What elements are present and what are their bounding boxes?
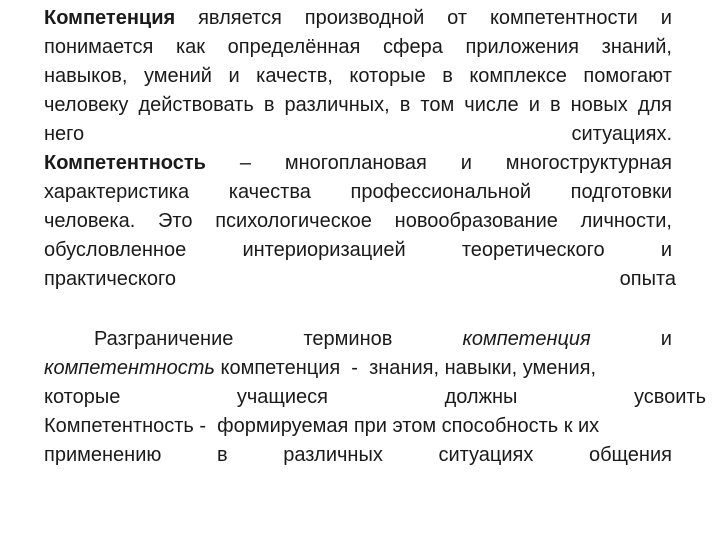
text-word: как — [175, 36, 205, 58]
text-word: и — [460, 152, 472, 174]
text-word: которые — [44, 386, 121, 408]
text-word: личности, — [580, 210, 672, 232]
text-word: компетентность — [44, 357, 221, 379]
text-word: Это — [158, 210, 193, 232]
text-word: в — [549, 94, 561, 116]
text-word: – — [239, 152, 251, 174]
text-word: человека. — [44, 210, 136, 232]
text-word: различных, — [284, 94, 390, 116]
text-word: и — [660, 328, 672, 350]
text-word: приложения — [465, 36, 579, 58]
text-word: новообразование — [394, 210, 558, 232]
text-line — [44, 208, 672, 234]
text-word: и — [528, 94, 540, 116]
text-word: применению — [44, 444, 162, 466]
text-line — [44, 442, 672, 468]
text-word: новых — [570, 94, 628, 116]
text-word: и — [660, 7, 672, 29]
text-word: качества — [228, 181, 311, 203]
text-word: терминов — [303, 328, 393, 350]
text-word: подготовки — [570, 181, 672, 203]
text-word: теоретического — [461, 239, 605, 261]
text-run: компетенция - знания, навыки, умения, — [220, 357, 597, 379]
text-word: является — [198, 7, 282, 29]
text-line — [44, 179, 672, 205]
text-word: общения — [588, 444, 672, 466]
text-word: от — [447, 7, 468, 29]
text-word: для — [637, 94, 672, 116]
text-word: комплексе — [469, 65, 567, 87]
text-word: производной — [304, 7, 425, 29]
text-word: в — [216, 444, 228, 466]
text-line — [44, 237, 672, 263]
text-line — [44, 5, 672, 31]
text-line — [44, 150, 672, 176]
text-word: усвоить — [633, 386, 706, 408]
text-word: в — [263, 94, 275, 116]
text-line — [44, 355, 672, 381]
text-word: многоструктурная — [505, 152, 672, 174]
text-word: определённая — [227, 36, 361, 58]
text-line — [44, 384, 706, 410]
text-word: в — [399, 94, 411, 116]
text-word: навыков, — [44, 65, 128, 87]
text-word: том — [420, 94, 455, 116]
text-word: учащиеся — [236, 386, 329, 408]
text-word: характеристика — [44, 181, 190, 203]
term-bold: Компетентность — [44, 152, 206, 174]
text-word: опыта — [619, 268, 676, 290]
text-word: должны — [444, 386, 518, 408]
text-line — [44, 266, 676, 292]
text-word: помогают — [583, 65, 672, 87]
text-word: компетентности — [489, 7, 638, 29]
term-bold: Компетенция — [44, 7, 176, 29]
text-line — [44, 34, 672, 60]
term-italic: компетенция — [462, 328, 591, 350]
text-word: психологическое — [215, 210, 372, 232]
text-word: числе — [464, 94, 519, 116]
text-word: ситуациях. — [571, 123, 672, 145]
text-word: качеств, — [256, 65, 333, 87]
text-word: обусловленное — [44, 239, 187, 261]
text-word: интериоризацией — [242, 239, 406, 261]
text-word: ситуациях — [438, 444, 534, 466]
text-word: и — [660, 239, 672, 261]
text-word: различных — [283, 444, 383, 466]
text-line — [44, 92, 672, 118]
text-word: практического — [44, 268, 177, 290]
text-word: которые — [349, 65, 426, 87]
text-line — [94, 326, 672, 352]
text-word: Разграничение — [94, 328, 234, 350]
text-word: него — [44, 123, 85, 145]
text-word: понимается — [44, 36, 154, 58]
text-line — [44, 121, 672, 147]
text-word: многоплановая — [284, 152, 427, 174]
text-word: человеку — [44, 94, 129, 116]
text-word: профессиональной — [350, 181, 532, 203]
text-word: сфера — [383, 36, 443, 58]
text-word: знаний, — [601, 36, 672, 58]
text-word: действовать — [138, 94, 254, 116]
text-line — [44, 413, 672, 439]
text-line — [44, 63, 672, 89]
text-word: умений — [143, 65, 212, 87]
text-word: Компетентность - формируемая при этом способность к их — [44, 415, 600, 437]
text-word: и — [228, 65, 240, 87]
text-word: в — [442, 65, 453, 87]
